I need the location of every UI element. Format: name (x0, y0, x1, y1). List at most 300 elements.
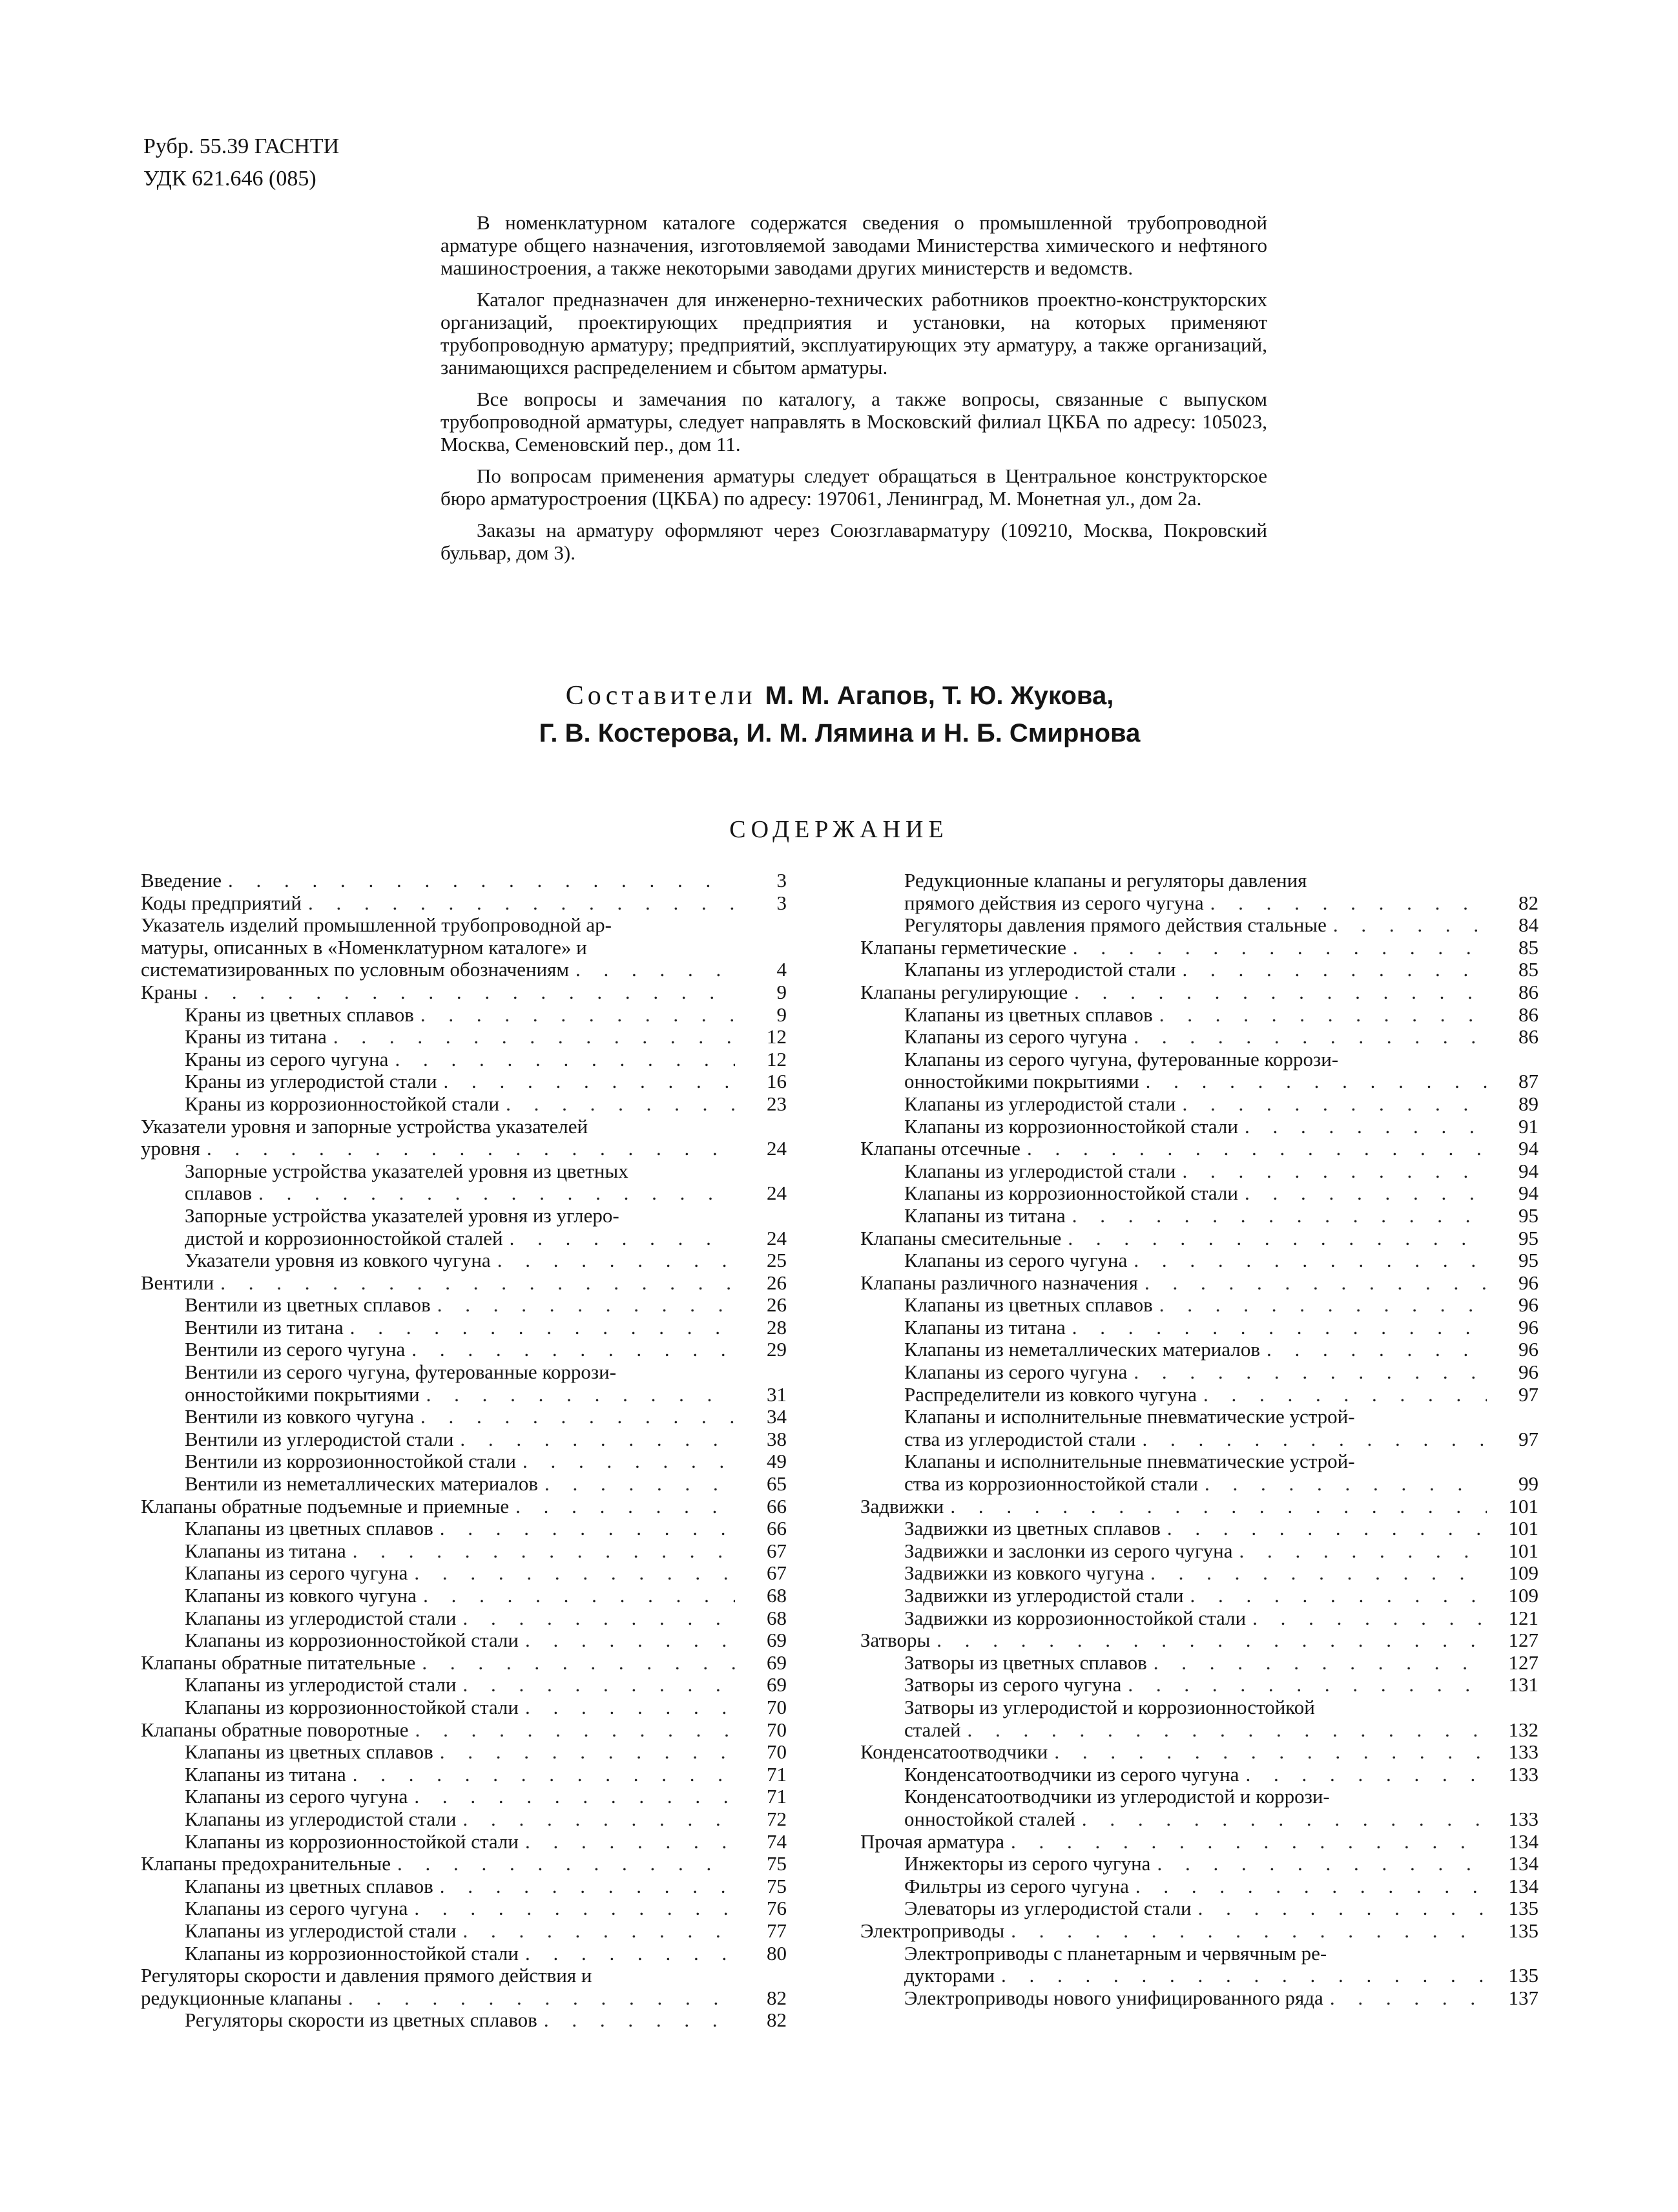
toc-entry-line (141, 937, 735, 959)
catalog-abstract (440, 211, 1267, 573)
toc-entry-line (904, 1406, 1487, 1428)
toc-entry (141, 892, 787, 915)
toc-entry-title (860, 1496, 1487, 1518)
toc-entry-text: Клапаны из углеродистой стали (185, 1807, 457, 1830)
toc-leader-dots (415, 1652, 735, 1675)
toc-entry-line (185, 1205, 735, 1227)
toc-leader-dots (1238, 1116, 1487, 1138)
toc-page-number: 109 (1508, 1584, 1538, 1607)
toc-title: СОДЕРЖАНИЕ (729, 816, 949, 843)
compilers-line-1 (388, 677, 1292, 715)
toc-entry-title (185, 2009, 735, 2032)
toc-entry-title (185, 1339, 735, 1361)
toc-entry-title (185, 1049, 735, 1071)
toc-entry-title (185, 1875, 735, 1898)
toc-entry (141, 1496, 787, 1518)
toc-entry-line (185, 1182, 735, 1205)
toc-entry-line (904, 1965, 1487, 1987)
toc-entry-title (860, 1272, 1487, 1295)
abstract-paragraph: Заказы на арматуру оформляют через Союзглавармaтуру (109210, Москва, Покровский бульвар, дом 3). (440, 519, 1267, 564)
toc-entry-line (185, 1897, 735, 1920)
toc-leader-dots (519, 1831, 735, 1853)
toc-entry-line (904, 1361, 1487, 1384)
toc-entry (860, 1026, 1538, 1049)
toc-entry-line (904, 1384, 1487, 1406)
toc-entry-title (141, 1496, 735, 1518)
toc-entry-line (185, 1831, 735, 1853)
toc-entry-line (141, 959, 735, 981)
toc-entry-title (860, 937, 1487, 959)
toc-entry (141, 1696, 787, 1719)
toc-entry-text: редукционные клапаны (141, 1986, 342, 2009)
toc-page-number: 71 (767, 1762, 787, 1786)
toc-entry-line (904, 1093, 1487, 1116)
toc-entry-text: Электроприводы нового унифицированного ряда (904, 1986, 1323, 2009)
toc-entry (860, 1987, 1538, 2010)
toc-leader-dots (302, 892, 735, 915)
toc-page-number: 24 (767, 1226, 787, 1249)
toc-entry-title (904, 1875, 1487, 1898)
toc-entry (141, 1674, 787, 1696)
toc-page-number: 135 (1508, 1897, 1538, 1920)
toc-page-number: 96 (1518, 1271, 1538, 1294)
toc-page-number: 96 (1518, 1293, 1538, 1317)
toc-entry-text: Задвижки из ковкого чугуна (904, 1561, 1145, 1585)
toc-entry-text: Прочая арматура (860, 1830, 1004, 1853)
toc-entry-line (904, 1026, 1487, 1049)
toc-entry-line (904, 1764, 1487, 1786)
toc-entry-text: Вентили из неметаллических материалов (185, 1472, 538, 1496)
toc-entry-line (185, 1607, 735, 1630)
toc-entry-line (185, 1562, 735, 1585)
toc-entry-text: Клапаны предохранительные (141, 1852, 391, 1875)
toc-entry-text: Запорные устройства указателей уровня из углеро- (185, 1204, 619, 1227)
toc-entry-text: Конденсатоотводчики из серого чугуна (904, 1762, 1239, 1786)
toc-leader-dots (519, 1943, 735, 1965)
toc-entry-title (904, 1004, 1487, 1027)
toc-entry (141, 1049, 787, 1071)
toc-entry-text: Вентили из коррозионностойкой стали (185, 1450, 516, 1473)
toc-entry-title (141, 1652, 735, 1675)
toc-entry (141, 1965, 787, 2009)
toc-entry (860, 1607, 1538, 1630)
toc-entry-text: Клапаны отсечные (860, 1137, 1020, 1160)
toc-entry-line (185, 1428, 735, 1451)
toc-entry-line (860, 1227, 1487, 1250)
toc-entry-title (185, 1808, 735, 1831)
toc-entry-title (185, 1585, 735, 1607)
toc-entry-title (860, 1629, 1487, 1652)
toc-entry-line (185, 1629, 735, 1652)
toc-leader-dots (1075, 1808, 1487, 1831)
toc-entry-text: Электроприводы (860, 1919, 1005, 1942)
toc-entry-text: сплавов (185, 1182, 253, 1205)
toc-entry-text: Вентили из серого чугуна, футерованные коррози- (185, 1361, 617, 1384)
toc-entry-text: уровня (141, 1137, 200, 1160)
toc-entry-text: Клапаны из коррозионностойкой стали (904, 1182, 1238, 1205)
toc-entry-line (904, 1719, 1487, 1742)
toc-entry-title (185, 1629, 735, 1652)
toc-entry-title (141, 914, 735, 981)
toc-entry (141, 870, 787, 892)
toc-entry (860, 1629, 1538, 1652)
toc-entry (141, 1004, 787, 1027)
toc-entry-line (904, 1070, 1487, 1093)
toc-entry (860, 1049, 1538, 1093)
toc-entry (141, 1294, 787, 1317)
toc-entry-title (185, 1518, 735, 1540)
toc-entry (860, 1741, 1538, 1764)
toc-leader-dots (519, 1629, 735, 1652)
toc-entry-line (904, 1897, 1487, 1920)
toc-entry-line (185, 1764, 735, 1786)
toc-entry-text: Задвижки (860, 1494, 944, 1518)
toc-entry-text: ства из коррозионностойкой стали (904, 1472, 1198, 1496)
toc-page-number: 97 (1518, 1427, 1538, 1450)
toc-entry-text: Клапаны из серого чугуна (904, 1025, 1128, 1049)
toc-page-number: 82 (767, 2009, 787, 2032)
toc-entry-title (904, 870, 1487, 914)
toc-entry-title (860, 1920, 1487, 1943)
toc-entry-line (141, 981, 735, 1004)
toc-leader-dots (1127, 1361, 1487, 1384)
toc-entry-title (185, 1160, 735, 1205)
toc-entry-title (904, 1116, 1487, 1138)
toc-entry (860, 1585, 1538, 1607)
toc-page-number: 80 (767, 1941, 787, 1965)
toc-entry-text: Краны из углеродистой стали (185, 1070, 437, 1093)
toc-entry-line (141, 1987, 735, 2010)
toc-entry (860, 1696, 1538, 1741)
toc-page-number: 134 (1508, 1830, 1538, 1853)
toc-page-number: 69 (767, 1629, 787, 1652)
toc-entry (141, 1540, 787, 1563)
toc-page-number: 86 (1518, 980, 1538, 1003)
toc-entry-line (185, 1406, 735, 1428)
toc-entry-title (860, 1831, 1487, 1853)
toc-entry-text: Затворы из серого чугуна (904, 1673, 1122, 1696)
toc-page-number: 24 (767, 1182, 787, 1205)
toc-leader-dots (1127, 1026, 1487, 1049)
toc-entry-title (904, 1987, 1487, 2010)
toc-entry-line (904, 959, 1487, 981)
toc-page-number: 75 (767, 1874, 787, 1897)
toc-page-number: 109 (1508, 1561, 1538, 1585)
toc-entry-text: Распределители из ковкого чугуна (904, 1382, 1197, 1406)
toc-leader-dots (1139, 1070, 1487, 1093)
toc-entry (860, 1272, 1538, 1295)
toc-entry (141, 914, 787, 981)
toc-page-number: 34 (767, 1405, 787, 1428)
toc-entry (860, 1384, 1538, 1406)
toc-leader-dots (408, 1562, 735, 1585)
abstract-paragraph: В номенклатурном каталоге содержатся сведения о промышленной трубопроводной арматуре общего назначения, изготовляемой заводами Министерства химического и нефтяного машиностроения, а также некоторыми заводами других министерств и ведомств. (440, 211, 1267, 279)
toc-entry (860, 1786, 1538, 1830)
toc-entry-title (904, 1764, 1487, 1786)
toc-entry-text: Клапаны из цветных сплавов (185, 1740, 433, 1764)
toc-entry-text: Клапаны из ковкого чугуна (185, 1584, 417, 1607)
toc-entry-text: Вентили (141, 1271, 214, 1294)
toc-page-number: 71 (767, 1785, 787, 1808)
toc-entry-line (860, 981, 1487, 1004)
toc-entry-text: Задвижки и заслонки из серого чугуна (904, 1539, 1233, 1562)
toc-page-number: 121 (1508, 1606, 1538, 1629)
toc-leader-dots (414, 1004, 735, 1027)
toc-entry-title (904, 1294, 1487, 1317)
toc-entry-title (185, 1920, 735, 1943)
toc-entry-line (860, 1831, 1487, 1853)
toc-left-column (141, 870, 787, 2032)
toc-leader-dots (516, 1450, 735, 1473)
toc-entry-text: Коды предприятий (141, 891, 302, 914)
toc-entry-line (904, 1182, 1487, 1205)
toc-page-number: 87 (1518, 1070, 1538, 1093)
toc-page-number: 65 (767, 1472, 787, 1496)
toc-entry-line (904, 1450, 1487, 1473)
toc-page-number: 96 (1518, 1338, 1538, 1361)
toc-entry-line (185, 1696, 735, 1719)
toc-entry (141, 1875, 787, 1898)
toc-page-number: 127 (1508, 1629, 1538, 1652)
toc-entry-line (904, 1943, 1487, 1965)
toc-leader-dots (537, 2009, 735, 2032)
toc-leader-dots (1233, 1540, 1487, 1563)
compilers-label: Составители (565, 681, 756, 711)
toc-entry-title (904, 1450, 1487, 1495)
toc-entry-line (185, 1070, 735, 1093)
toc-entry-text: Клапаны из серого чугуна (904, 1361, 1128, 1384)
toc-leader-dots (944, 1496, 1487, 1518)
toc-leader-dots (417, 1585, 735, 1607)
toc-entry-line (185, 1808, 735, 1831)
toc-page-number: 9 (776, 980, 787, 1003)
toc-leader-dots (222, 870, 735, 892)
toc-entry (860, 1496, 1538, 1518)
toc-entry-line (904, 1004, 1487, 1027)
toc-entry (860, 1294, 1538, 1317)
toc-entry-title (141, 1853, 735, 1875)
toc-entry-line (185, 1317, 735, 1339)
toc-entry (860, 1004, 1538, 1027)
toc-entry-title (141, 1116, 735, 1160)
toc-entry-title (185, 1562, 735, 1585)
toc-entry-text: Указатель изделий промышленной трубопроводной ар- (141, 913, 612, 937)
toc-entry (860, 1093, 1538, 1116)
toc-entry (141, 1160, 787, 1205)
toc-entry-title (141, 1272, 735, 1295)
toc-leader-dots (491, 1249, 735, 1272)
toc-page-number: 3 (776, 891, 787, 914)
toc-entry-text: сталей (904, 1718, 961, 1741)
toc-entry-text: матуры, описанных в «Номенклатурном каталоге» и (141, 935, 587, 959)
toc-entry-text: прямого действия из серого чугуна (904, 891, 1204, 914)
toc-leader-dots (391, 1853, 735, 1875)
toc-entry-title (860, 1227, 1487, 1250)
toc-page-number: 94 (1518, 1159, 1538, 1182)
toc-entry-text: Клапаны и исполнительные пневматические устрой- (904, 1405, 1355, 1428)
toc-entry-line (904, 1607, 1487, 1630)
toc-entry-line (860, 1272, 1487, 1295)
toc-leader-dots (1323, 1987, 1487, 2010)
toc-entry-text: Клапаны из цветных сплавов (185, 1517, 433, 1540)
toc-entry-line (904, 1853, 1487, 1875)
toc-page-number: 134 (1508, 1852, 1538, 1875)
toc-entry-text: Задвижки из коррозионностойкой стали (904, 1606, 1247, 1629)
toc-entry-text: Фильтры из серого чугуна (904, 1874, 1129, 1897)
compilers-names-1: М. М. Агапов, Т. Ю. Жукова, (765, 682, 1114, 710)
toc-leader-dots (1239, 1764, 1487, 1786)
toc-entry (860, 1160, 1538, 1183)
toc-leader-dots (930, 1629, 1487, 1652)
toc-entry (141, 1070, 787, 1093)
toc-entry-title (185, 1764, 735, 1786)
toc-page-number: 77 (767, 1919, 787, 1942)
toc-entry-line (185, 1339, 735, 1361)
toc-leader-dots (1135, 1428, 1487, 1451)
toc-page-number: 70 (767, 1740, 787, 1764)
toc-entry-text: Клапаны различного назначения (860, 1271, 1138, 1294)
toc-page-number: 133 (1508, 1762, 1538, 1786)
toc-entry-line (185, 1674, 735, 1696)
toc-entry-title (185, 1205, 735, 1249)
toc-entry-line (185, 2009, 735, 2032)
toc-entry-line (860, 1496, 1487, 1518)
toc-leader-dots (346, 1540, 735, 1563)
toc-entry-title (185, 1540, 735, 1563)
toc-page-number: 12 (767, 1025, 787, 1049)
toc-entry-line (141, 1138, 735, 1160)
toc-page-number: 49 (767, 1450, 787, 1473)
toc-page-number: 70 (767, 1695, 787, 1718)
toc-page-number: 95 (1518, 1226, 1538, 1249)
toc-entry-line (141, 870, 735, 892)
toc-entry (141, 1116, 787, 1160)
toc-page-number: 4 (776, 958, 787, 981)
toc-page-number: 16 (767, 1070, 787, 1093)
toc-entry-text: Конденсатоотводчики из углеродистой и коррози- (904, 1785, 1330, 1808)
toc-leader-dots (1004, 1831, 1487, 1853)
toc-leader-dots (519, 1696, 735, 1719)
toc-leader-dots (1176, 1160, 1487, 1183)
toc-entry-line (904, 1160, 1487, 1183)
toc-entry-text: Клапаны из серого чугуна (904, 1249, 1128, 1272)
toc-entry-line (904, 1518, 1487, 1540)
toc-page-number: 89 (1518, 1092, 1538, 1115)
toc-entry-title (904, 1205, 1487, 1227)
toc-entry-line (185, 1875, 735, 1898)
toc-entry-text: Клапаны обратные питательные (141, 1651, 416, 1674)
toc-leader-dots (420, 1384, 735, 1406)
toc-entry-text: Клапаны из коррозионностойкой стали (185, 1941, 519, 1965)
toc-entry-title (185, 1004, 735, 1027)
toc-page-number: 86 (1518, 1003, 1538, 1026)
toc-entry-text: Указатели уровня из ковкого чугуна (185, 1249, 491, 1272)
toc-entry-title (904, 1943, 1487, 1987)
toc-leader-dots (346, 1764, 735, 1786)
toc-page-number: 26 (767, 1271, 787, 1294)
toc-leader-dots (1129, 1875, 1487, 1898)
toc-entry (860, 914, 1538, 937)
toc-entry (141, 1361, 787, 1406)
toc-entry-text: Клапаны обратные подъемные и приемные (141, 1494, 510, 1518)
toc-entry-line (904, 1473, 1487, 1496)
toc-entry-title (185, 1831, 735, 1853)
toc-page-number: 82 (767, 1986, 787, 2009)
toc-page-number: 101 (1508, 1494, 1538, 1518)
toc-entry-text: Клапаны из серого чугуна (185, 1785, 408, 1808)
toc-leader-dots (961, 1719, 1487, 1742)
toc-leader-dots (1066, 937, 1487, 959)
toc-entry (860, 1875, 1538, 1898)
toc-entry-text: Клапаны из коррозионностойкой стали (185, 1830, 519, 1853)
toc-entry-title (904, 1317, 1487, 1339)
abstract-paragraph: По вопросам применения арматуры следует обращаться в Центральное конструкторское бюро арматуростроения (ЦКБА) по адресу: 197061, Ленинград, М. Монетная ул., дом 2а. (440, 464, 1267, 510)
compilers-block (388, 677, 1292, 752)
toc-entry-line (141, 1272, 735, 1295)
compilers-names-2: Г. В. Костерова, И. М. Лямина и Н. Б. Смирнова (539, 719, 1141, 747)
toc-page-number: 86 (1518, 1025, 1538, 1049)
toc-leader-dots (433, 1518, 735, 1540)
toc-entry-text: онностойкими покрытиями (904, 1070, 1139, 1093)
toc-page-number: 95 (1518, 1249, 1538, 1272)
toc-entry-line (904, 1049, 1487, 1071)
toc-page-number: 134 (1508, 1874, 1538, 1897)
toc-entry-text: Клапаны из углеродистой стали (185, 1919, 457, 1942)
toc-entry-title (860, 981, 1487, 1004)
toc-entry (860, 981, 1538, 1004)
toc-leader-dots (1153, 1004, 1487, 1027)
toc-page-number: 131 (1508, 1673, 1538, 1696)
toc-entry-text: дукторами (904, 1964, 995, 1987)
toc-page-number: 28 (767, 1315, 787, 1339)
toc-entry-text: Клапаны из коррозионностойкой стали (185, 1695, 519, 1718)
rubric-code: Рубр. 55.39 ГАСНТИ (143, 134, 340, 158)
toc-entry-title (185, 1361, 735, 1406)
toc-entry (141, 1585, 787, 1607)
toc-leader-dots (405, 1339, 735, 1361)
toc-entry (141, 1093, 787, 1116)
toc-page-number: 84 (1518, 913, 1538, 937)
toc-entry-title (904, 1026, 1487, 1049)
toc-page-number: 94 (1518, 1182, 1538, 1205)
toc-entry-title (904, 1674, 1487, 1696)
toc-leader-dots (1153, 1294, 1487, 1317)
toc-entry-title (904, 1652, 1487, 1675)
toc-entry-text: Клапаны из углеродистой стали (904, 1092, 1176, 1115)
toc-entry-text: дистой и коррозионностойкой сталей (185, 1226, 503, 1249)
toc-entry-text: Регуляторы давления прямого действия стальные (904, 913, 1327, 937)
toc-entry-text: ства из углеродистой стали (904, 1427, 1136, 1450)
toc-entry-text: Регуляторы скорости и давления прямого действия и (141, 1964, 592, 1987)
toc-entry-text: Клапаны из цветных сплавов (904, 1293, 1153, 1317)
toc-entry-title (185, 1741, 735, 1764)
toc-entry-line (904, 892, 1487, 915)
toc-page-number: 75 (767, 1852, 787, 1875)
toc-page-number: 91 (1518, 1114, 1538, 1138)
toc-leader-dots (1147, 1652, 1487, 1675)
toc-leader-dots (995, 1965, 1487, 1987)
toc-entry-title (904, 1585, 1487, 1607)
toc-entry (141, 1205, 787, 1249)
toc-entry-line (904, 1339, 1487, 1361)
toc-page-number: 72 (767, 1807, 787, 1830)
toc-entry-text: Краны из титана (185, 1025, 327, 1049)
toc-leader-dots (1061, 1227, 1487, 1250)
toc-leader-dots (1184, 1585, 1487, 1607)
toc-leader-dots (456, 1920, 735, 1943)
toc-leader-dots (1327, 914, 1487, 937)
toc-leader-dots (433, 1741, 735, 1764)
